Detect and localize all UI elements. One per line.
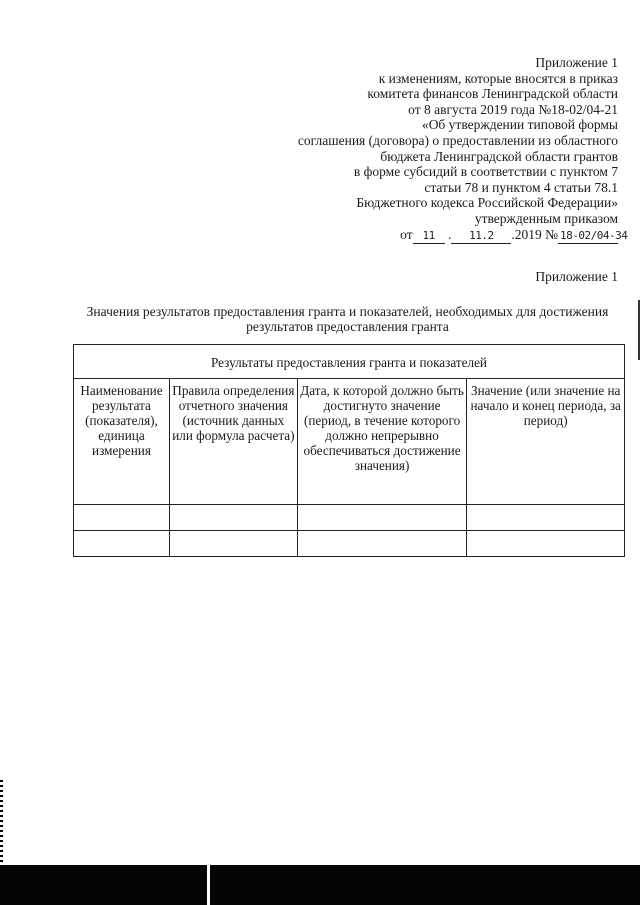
column-header: Значение (или значение на начало и конец периода, за период) [467, 379, 625, 505]
header-line: «Об утверждении типовой формы [421, 117, 618, 133]
appendix-label: Приложение 1 [535, 269, 618, 284]
table-cell [467, 505, 625, 531]
handwritten-day: 11 [413, 228, 445, 245]
header-line: комитета финансов Ленинградской области [367, 86, 618, 102]
sign-prefix: от [400, 226, 413, 242]
column-header: Правила определения отчетного значения (источник данных или формула расчета) [169, 379, 297, 505]
results-table [73, 344, 625, 557]
scan-artifact-left [0, 780, 3, 865]
header-line: в форме субсидий в соответствии с пунктом 7 [353, 164, 618, 180]
header-line: утвержденным приказом [474, 210, 618, 226]
handwritten-number: 18-02/04-34 [558, 228, 618, 245]
column-header: Дата, к которой должно быть достигнуто значение (период, в течение которого должно непрерывно обеспечиваться достижение значения) [297, 379, 467, 505]
approval-header [218, 55, 628, 244]
scan-artifact-gap [207, 865, 210, 905]
header-line: Приложение 1 [535, 55, 618, 70]
table-cell [467, 531, 625, 557]
table-group-header: Результаты предоставления гранта и показателей [74, 345, 625, 379]
header-line: от 8 августа 2019 года №18-02/04-21 [408, 101, 618, 117]
table-cell [169, 531, 297, 557]
header-line: к изменениям, которые вносятся в приказ [378, 70, 618, 86]
table-cell [169, 505, 297, 531]
table-row [74, 505, 625, 531]
scan-artifact-bottom [0, 865, 640, 905]
table-cell [297, 505, 467, 531]
header-line: соглашения (договора) о предоставлении из областного [297, 132, 618, 148]
column-header: Наименование результата (показателя), единица измерения [74, 379, 170, 505]
table-row [74, 531, 625, 557]
table-cell [74, 531, 170, 557]
table-cell [74, 505, 170, 531]
table-cell [297, 531, 467, 557]
document-title: Значения результатов предоставления гранта и показателей, необходимых для достижения результатов предоставления гранта [86, 304, 609, 334]
order-date-number: от 11 . 11.2 .2019 № 18-02/04-34 [218, 227, 618, 245]
header-line: статьи 78 и пунктом 4 статьи 78.1 [424, 179, 618, 195]
handwritten-month: 11.2 [451, 228, 511, 245]
header-line: Бюджетного кодекса Российской Федерации» [356, 195, 618, 211]
header-line: бюджета Ленинградской области грантов [380, 148, 618, 164]
number-sign: № [545, 226, 558, 242]
sign-year: 2019 [514, 226, 542, 242]
